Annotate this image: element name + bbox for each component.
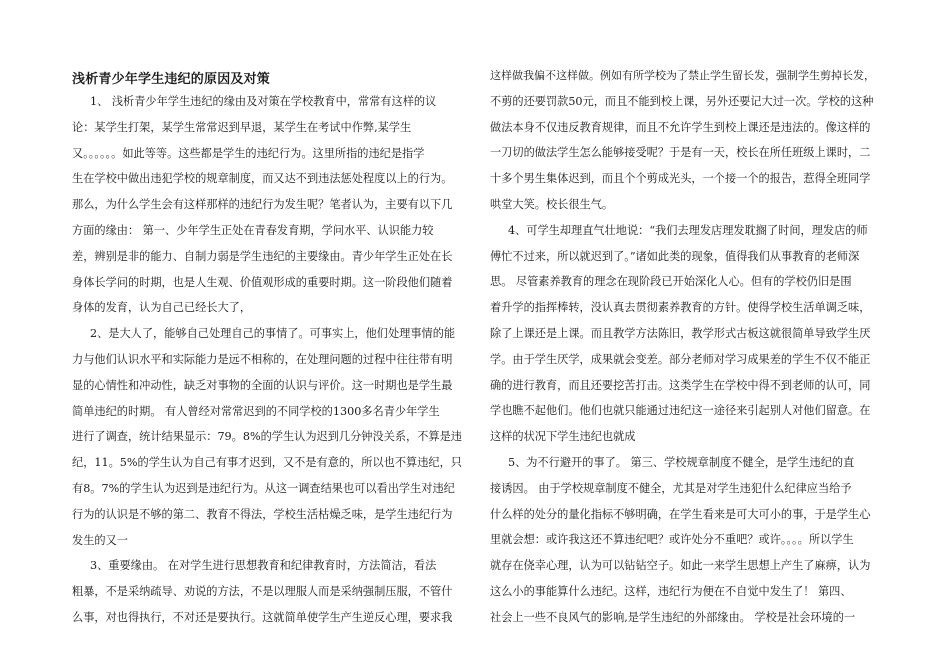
text-line: 学。由于学生厌学，成果就会变差。部分老师对学习成果差的学生不仅不能正: [490, 352, 871, 366]
text-line: 思。 尽管素养教育的理念在现阶段已开始深化人心。但有的学校仍旧是围: [490, 275, 852, 289]
text-line: 着升学的指挥棒转，没认真去贯彻素养教育的方针。使得学校生活单调乏味，: [490, 301, 871, 315]
text-line: 论：某学生打架，某学生常常迟到早退，某学生在考试中作弊,某学生: [72, 120, 412, 134]
text-line: 确的进行教育，而且还要挖苦打击。这类学生在学校中得不到老师的认可，同: [490, 378, 871, 392]
text-line: 么事，对也得执行，不对还是要执行。这就简单使学生产生逆反心理，要求我: [72, 611, 453, 624]
text-line: 4、可学生却理直气壮地说：“我们去理发店理发耽搁了时间，理发店的师: [508, 223, 868, 237]
text-line: 力与他们认识水平和实际能力是远不相称的，在处理问题的过程中往往带有明: [72, 353, 453, 366]
text-line: 学也瞧不起他们。他们也就只能通过违纪这一途径来引起别人对他们留意。在: [490, 404, 871, 418]
text-line: 社会上一些不良风气的影响,是学生违纪的外部缘由。 学校是社会环境的一: [490, 610, 856, 624]
text-line: 有8。7%的学生认为迟到是违纪行为。从这一调查结果也可以看出学生对违纪: [72, 482, 455, 495]
text-line: 身体长学问的时期，也是人生观、价值观形成的重要时期。这一阶段他们随着: [72, 275, 453, 289]
text-line: 5、为不行避开的事了。 第三、学校规章制度不健全，是学生违纪的直: [508, 456, 855, 469]
text-line: 接诱因。 由于学校规章制度不健全，尤其是对学生违犯什么纪律应当给予: [490, 481, 852, 495]
text-line: 就存在侥幸心理，认为可以钻钻空子。如此一来学生思想上产生了麻痹，认为: [490, 559, 871, 573]
text-line: 哄堂大笑。校长很生气。: [490, 198, 614, 211]
text-line: 什么样的处分的量化指标不够明确，在学生看来是可大可小的事，于是学生心: [490, 507, 871, 521]
text-line: 一刀切的做法学生怎么能够接受呢？于是有一天，校长在所任班级上课时，二: [490, 146, 871, 160]
text-line: 那么，为什么学生会有这样那样的违纪行为发生呢？笔者认为，主要有以下几: [72, 198, 453, 212]
text-line: 十多个男生集体迟到，而且个个剪成光头，一个接一个的报告，惹得全班同学: [490, 172, 871, 186]
text-line: 行为的认识是不够的第二、教育不得法，学校生活枯燥乏味，是学生违纪行为: [72, 507, 453, 521]
text-line: 粗暴，不是采纳疏导、劝说的方法，不是以理服人而是采纳强制压服，不管什: [72, 585, 453, 599]
text-line: 简单违纪的时期。 有人曾经对常常迟到的不同学校的1300多名青少年学生: [72, 404, 440, 418]
text-line: 身体的发育，认为自己已经长大了，: [72, 301, 252, 315]
text-line: 1、 浅析青少年学生违纪的缘由及对策在学校教育中，常常有这样的议: [90, 95, 437, 108]
text-line: 生在学校中做出违犯学校的规章制度，而又达不到违法惩处程度以上的行为。: [72, 172, 453, 186]
text-line: 做法本身不仅违反教育规律，而且不允许学生到校上课还是违法的。像这样的: [490, 120, 871, 134]
text-line: 纪，11。5%的学生认为自己有事才迟到，又不是有意的，所以也不算违纪，只: [72, 456, 462, 470]
text-line: 除了上课还是上课。而且教学方法陈旧，教学形式古板这就很简单导致学生厌: [490, 327, 871, 340]
document-title: 浅析青少年学生违纪的原因及对策: [72, 72, 271, 87]
text-line: 显的心情性和冲动性，缺乏对事物的全面的认识与评价。这一时期也是学生最: [72, 378, 453, 392]
text-line: 这样的状况下学生违纪也就成: [490, 430, 636, 444]
text-line: 3、重要缘由。 在对学生进行思想教育和纪律教育时，方法简洁，看法: [90, 559, 437, 573]
text-line: 这样做我偏不这样做。例如有所学校为了禁止学生留长发，强制学生剪掉长发，: [490, 69, 875, 82]
text-line: 2、是大人了，能够自己处理自己的事情了。可事实上，他们处理事情的能: [90, 327, 456, 341]
text-line: 傅忙不过来，所以就迟到了。”诸如此类的现象，值得我们从事教育的老师深: [490, 249, 860, 263]
text-line: 又。。。。。。如此等等。这些都是学生的违纪行为。这里所指的违纪是指学: [72, 146, 425, 160]
text-line: 方面的缘由： 第一、少年学生正处在青春发育期，学问水平、认识能力较: [72, 224, 434, 237]
text-line: 里就会想：或许我这还不算违纪吧？或许处分不重吧？或许。。。。所以学生: [490, 533, 854, 547]
text-line: 不剪的还要罚款50元，而且不能到校上课，另外还要记大过一次。学校的这种: [490, 94, 874, 108]
text-line: 发生的又一: [72, 533, 128, 547]
text-line: 差，辨别是非的能力、自制力弱是学生违纪的主要缘由。青少年学生正处在长: [72, 249, 453, 263]
text-line: 这么小的事能算什么违纪。这样，违纪行为便在不自觉中发生了！ 第四、: [490, 585, 852, 598]
text-line: 进行了调查，统计结果显示：79。8%的学生认为迟到几分钟没关系，不算是违: [72, 430, 462, 444]
